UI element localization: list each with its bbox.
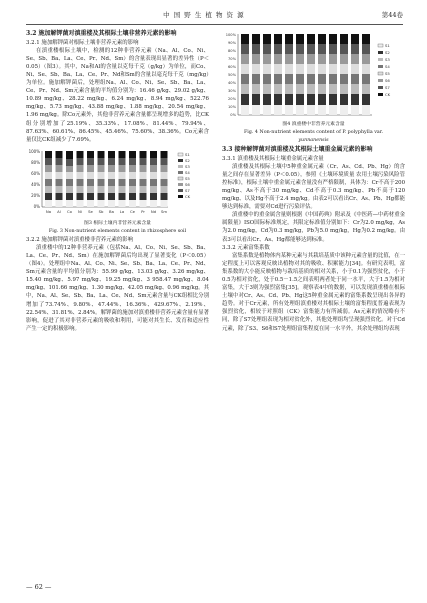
fig4-ytick: 0% <box>230 113 236 117</box>
paragraph-3-3-1: 滇重楼及其根际土壤中5种重金属元素（Cr、As、Cd、Pb、Hg）的含量之间存在显著差异（P＜0.05），参照《土壤环境质量 农用土壤污染风险管控标准》，根际土壤中重金属元素含量没有严格限制，具体为：Cr不高于200 mg/kg、As不高于30 mg/kg、Cd不高于0.3 mg/kg、Pb不高于120 mg/kg、以及Hg不高于2.4 mg/kg。由表2可以看出Cr、As、Pb、Hg都能够达到标准，需要对Cd进行污染评估。 <box>222 163 405 211</box>
svg-text:S2: S2 <box>385 50 390 55</box>
fig3-xtick: Ce <box>130 208 135 214</box>
svg-text:S7: S7 <box>385 85 390 90</box>
figure-3 <box>26 147 209 219</box>
fig4-ytick: 60% <box>228 65 236 69</box>
fig3-xtick: Sb <box>98 208 104 214</box>
fig4-ytick: 90% <box>228 41 236 45</box>
running-header <box>26 10 403 25</box>
fig3-ytick: 40% <box>31 181 40 187</box>
left-column <box>26 30 209 333</box>
fig3-xtick: Na <box>45 208 52 214</box>
figure-4 <box>222 30 405 120</box>
fig3-bars <box>45 151 168 207</box>
subsection-heading-3-2-2: 3.2.2 施加解钾菌对滇重楼非营养元素的影响 <box>26 236 134 243</box>
paragraph-3-3-2: 富集系数是植物体内某种元素与其栽培基质中该种元素含量的比值，在一定程度上可以客观反映出植物对其的吸收、积累能力[34]。有研究表明，富集系数的大小能反映植物与栽培基质的相对关系，小于0.1为强烈贫化，小于0.5为相对贫化，处于0.5－1.5之间表明两者处于同一水平，大于1.5为相对富集，大于3则为强烈富集[35]。观察表4中的数据，可以发现滇重楼在根际土壤中对Cr、As、Cd、Pb、Hg这5种重金属元素的富集系数呈现出各异的趋势。对于Cr元素，所有处理组滇重楼对其根际土壤的富集程度普遍表现为强烈贫化，相较于对照组（CK）富集能力有所减弱。As元素的情况略有不同，除了S7处理组表现为相对贫化外，其他处理组均呈现强烈贫化。对于Cd元素，除了S3、S6和S7处理组富集程度在同一水平外，其余处理组均表现 <box>222 252 405 332</box>
svg-text:S2: S2 <box>185 157 190 163</box>
fig3-xtick: Nd <box>150 208 157 214</box>
right-column <box>222 30 405 333</box>
figure-3-chart <box>26 147 209 219</box>
journal-name: 中 国 野 生 植 物 资 源 <box>163 11 245 19</box>
fig4-ytick: 50% <box>228 73 236 77</box>
figure-4-caption-species: yunnanensis <box>298 138 329 143</box>
subsection-heading-3-3-1: 3.3.1 滇重楼及其根际土壤重金属元素含量 <box>222 155 324 162</box>
fig3-xtick: Al <box>57 208 61 214</box>
svg-text:S5: S5 <box>385 71 390 76</box>
fig3-xtick: Pr <box>141 208 145 214</box>
fig3-xtick: Sm <box>160 208 168 214</box>
fig4-ytick: 70% <box>228 57 236 61</box>
fig3-xtick: Co <box>67 208 72 214</box>
svg-text:S7: S7 <box>185 187 190 193</box>
fig4-ytick: 30% <box>228 89 236 93</box>
fig4-bars <box>241 34 370 115</box>
figure-3-caption: Fig. 3 Non-nutrient elements content in rhizosphere soil <box>48 228 187 234</box>
svg-text:S1: S1 <box>185 151 190 157</box>
fig3-ytick: 100% <box>28 148 40 154</box>
subsection-heading-3-3-2: 3.3.2 元素富集系数 <box>222 244 270 251</box>
fig3-ytick: 60% <box>31 170 40 176</box>
fig3-ytick: 0% <box>33 203 40 209</box>
fig3-xtick: Se <box>88 208 93 214</box>
fig3-xtick: Ba <box>109 208 114 214</box>
section-heading-3-3: 3.3 接种解钾菌对滇重楼及其根际土壤重金属元素的影响 <box>222 146 373 153</box>
fig4-ytick: 10% <box>228 105 236 109</box>
svg-text:S3: S3 <box>185 163 190 169</box>
fig4-ytick: 40% <box>228 81 236 85</box>
figure-4-title: 图4 滇重楼中非营养元素含量 <box>282 122 345 127</box>
svg-text:CK: CK <box>185 193 191 199</box>
svg-text:S4: S4 <box>385 64 390 69</box>
fig4-ytick: 100% <box>225 33 236 37</box>
fig3-legend <box>178 152 191 199</box>
fig3-ytick: 20% <box>31 192 40 198</box>
svg-text:S1: S1 <box>385 43 390 48</box>
paragraph-3-2-2: 滇重楼中的12种非营养元素（包括Na、Al、Co、Ni、Se、Sb、Ba、La、Ce、Pr、Nd、Sm）在施加解钾菌后均出现了显著变化（P＜0.05）（图4）。处理组中Na、Al、Co、Ni、Se、Sb、Ba、La、Ce、Pr、Nd、Sm元素含量的平均值分别为：55.99 g/kg、13.03 g/kg、3.26 mg/kg、15.40 mg/kg、5.97 mg/kg、19.25 mg/kg、3 958.47 mg/kg、8.04 mg/kg、101.66 mg/kg、1.30 mg/kg、42.05 mg/kg、0.96 mg/kg。其中，Na、Al、Se、Sb、Ba、La、Ce、Nd、Sm元素含量与CK组相比分别增加了73.74%、9.80%、47.44%、16.36%、429.67%、2.19%、22.54%、31.81%、2.84%。解钾菌的施加对滇重楼非营养元素含量有显著影响，促进了其对非营养元素的吸收和利用，可能对其生长、发育和适应性产生一定的积极影响。 <box>26 244 209 332</box>
subsection-heading-3-2-1: 3.2.1 施加解钾菌对根际土壤非营养元素的影响 <box>26 39 139 46</box>
svg-text:S5: S5 <box>185 175 190 181</box>
svg-text:S6: S6 <box>385 78 390 83</box>
page-number: — 62 — <box>26 583 52 591</box>
fig4-ytick: 20% <box>228 97 236 101</box>
fig3-ytick: 80% <box>31 159 40 165</box>
svg-text:S3: S3 <box>385 57 390 62</box>
paragraph-3-2-1: 在滇重楼根际土壤中，检测的12种非营养元素（Na、Al、Co、Ni、Se、Sb、Ba、La、Ce、Pr、Nd、Sm）的含量表现出显著的差异性（P＜0.05）（图3）。其中，Na和Al的含量以克每千克（g/kg）为单位，而Co、Ni、Se、Sb、Ba、La、Ce、Pr、Nd和Sm的含量以毫克每千克（mg/kg）为单位。施加解钾菌后，处理组Na、Al、Co、Ni、Se、Sb、Ba、La、Ce、Pr、Nd、Sm元素含量的平均值分别为：16.46 g/kg、29.02 g/kg、10.89 mg/kg、28.22 mg/kg、6.24 mg/kg、8.94 mg/kg、522.76 mg/kg、5.73 mg/kg、43.88 mg/kg、1.88 mg/kg、20.54 mg/kg、1.96 mg/kg。除Co元素外，其他非营养元素含量都呈现增多的趋势，比CK组分别增加了25.19%、35.33%、17.08%、81.44%、79.94%、87.63%、60.61%、86.45%、45.46%、75.60%、38.36%。Co元素含量仅比CK组减少了7.69%。 <box>26 47 209 143</box>
fig4-legend <box>378 43 391 97</box>
section-heading-3-2: 3.2 施加解钾菌对滇重楼及其根际土壤非营养元素的影响 <box>26 30 177 37</box>
fig3-xtick: La <box>119 208 125 214</box>
fig3-xtick: Ni <box>78 208 82 214</box>
paragraph-3-3-1b: 滇重楼中的重金属含量则根据《中国药典》附录及《中医药—中药材重金属限量》ISO国际标准规定，其限定标准值分别如下：Cr为2.0 mg/kg，As为2.0 mg/kg，Cd为0.3 mg/kg，Pb为5.0 mg/kg，Hg为0.2 mg/kg。由表3可以看出Cr、As、Hg都能够达到标准。 <box>222 212 405 243</box>
figure-4-caption: Fig. 4 Non-nutrient elements content of P. polyphylla var. <box>243 130 384 135</box>
fig4-ytick: 80% <box>228 49 236 53</box>
svg-text:S4: S4 <box>185 169 190 175</box>
svg-text:S6: S6 <box>185 181 190 187</box>
volume-label: 第44卷 <box>381 11 403 19</box>
svg-text:CK: CK <box>385 92 391 97</box>
figure-4-chart <box>222 30 405 120</box>
figure-3-title: 图3 根际土壤内非营养元素含量 <box>84 220 151 226</box>
